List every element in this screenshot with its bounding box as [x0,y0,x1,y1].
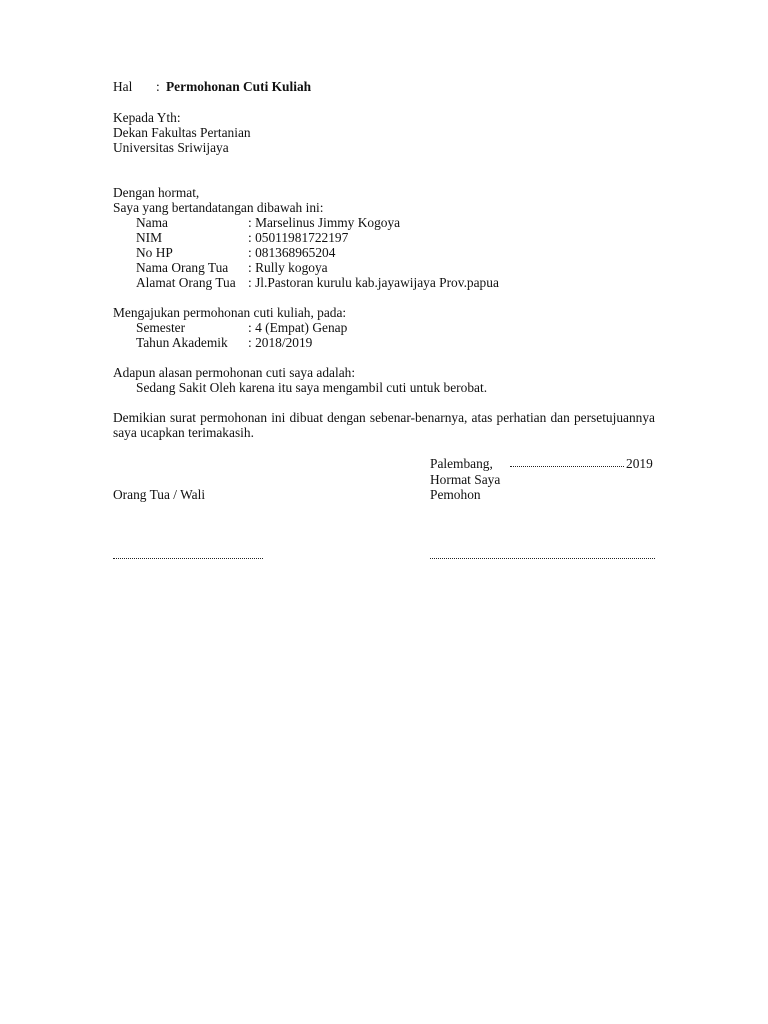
subject-value: Permohonan Cuti Kuliah [166,79,312,94]
request-label: Tahun Akademik [136,335,228,350]
request-intro: Mengajukan permohonan cuti kuliah, pada: [113,305,347,320]
salutation: Dengan hormat, [113,185,200,200]
reason-intro: Adapun alasan permohonan cuti saya adalah: [113,365,356,380]
identity-label: Nama Orang Tua [136,260,229,275]
reason-text: Sedang Sakit Oleh karena itu saya mengambil cuti untuk berobat. [136,380,488,395]
subject-label: Hal [113,79,133,94]
identity-label: Alamat Orang Tua [136,275,236,290]
identity-value: : 081368965204 [248,245,336,260]
subject-separator: : [156,79,160,94]
left-signature-line [113,558,263,559]
identity-label: No HP [136,245,173,260]
identity-label: Nama [136,215,168,230]
identity-value: : 05011981722197 [248,230,349,245]
identity-value: : Jl.Pastoran kurulu kab.jayawijaya Prov.papua [248,275,499,290]
request-value: : 4 (Empat) Genap [248,320,348,335]
recipient-greeting: Kepada Yth: [113,110,181,125]
left-signer-title: Orang Tua / Wali [113,487,206,502]
closing-paragraph: Demikian surat permohonan ini dibuat dengan sebenar-benarnya, atas perhatian dan persetujuannya saya ucapkan terimakasih. [113,410,655,440]
request-label: Semester [136,320,186,335]
recipient-line2: Universitas Sriwijaya [113,140,229,155]
date-dotted-line [510,466,624,467]
identity-label: NIM [136,230,163,245]
signature-place: Palembang, [430,456,493,471]
request-value: : 2018/2019 [248,335,313,350]
recipient-line1: Dekan Fakultas Pertanian [113,125,251,140]
right-signature-line [430,558,655,559]
signature-year: 2019 [626,456,653,471]
intro-text: Saya yang bertandatangan dibawah ini: [113,200,324,215]
right-signer-title: Pemohon [430,487,481,502]
identity-value: : Rully kogoya [248,260,328,275]
identity-value: : Marselinus Jimmy Kogoya [248,215,401,230]
signature-regards: Hormat Saya [430,472,501,487]
